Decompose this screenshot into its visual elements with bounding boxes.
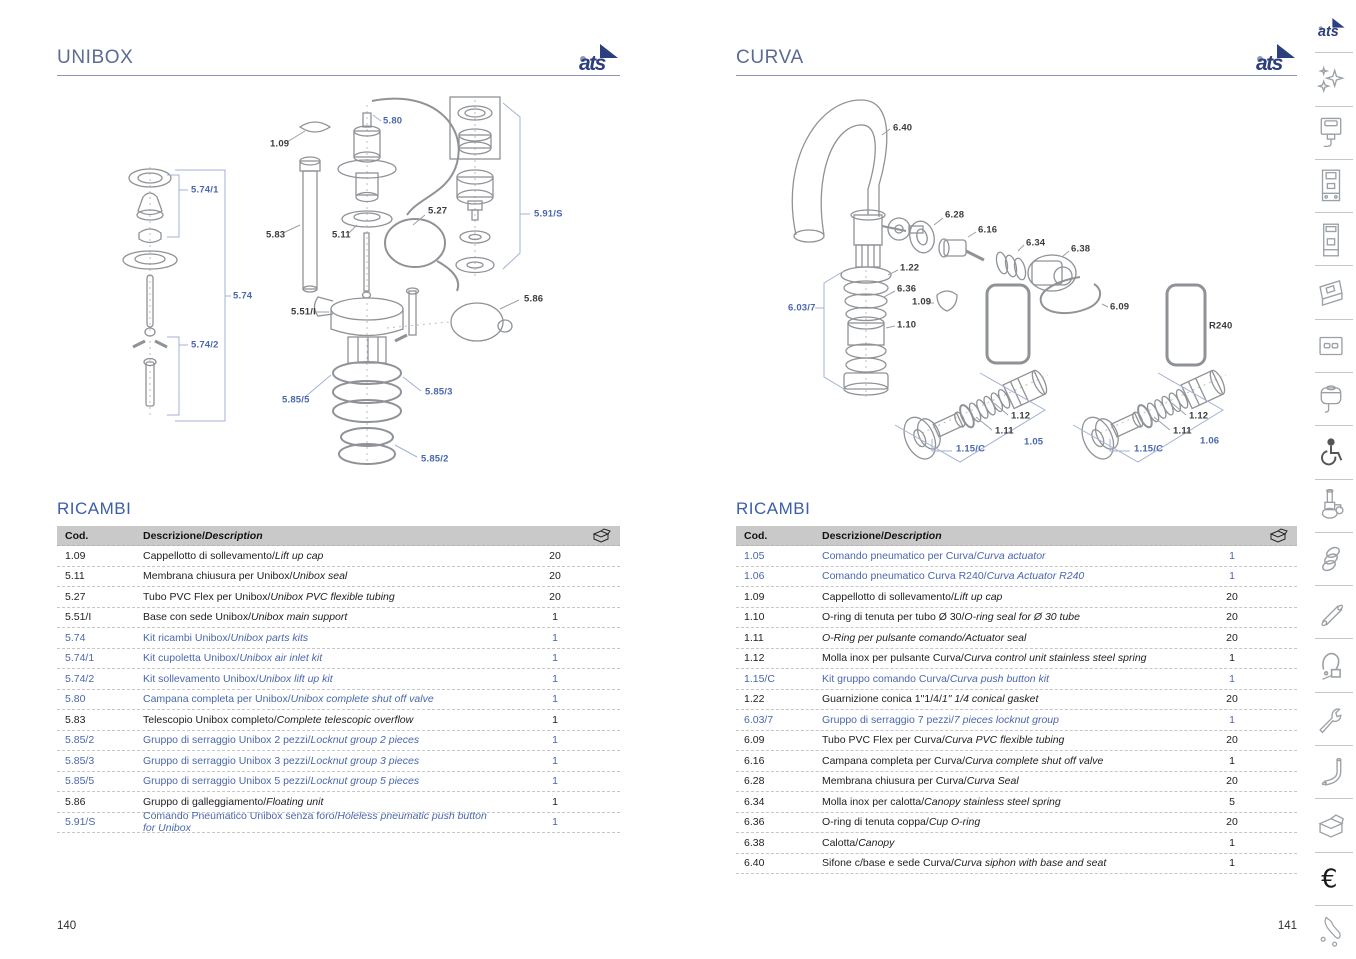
row-qty: 1 <box>1229 713 1235 726</box>
diagram-callout: 5.74 <box>233 290 253 302</box>
row-description: Comando pneumatico per Curva/Curva actuator <box>822 549 1046 562</box>
col-desc-en: Description <box>883 529 942 542</box>
sidebar-cell <box>1305 160 1356 213</box>
row-cod: 1.05 <box>744 549 765 562</box>
sidebar-cell <box>1305 799 1356 852</box>
row-cod: 6.38 <box>744 836 765 849</box>
table-row <box>57 608 620 629</box>
row-cod: 5.51/I <box>65 611 92 624</box>
row-description: Cappellotto di sollevamento/Lift up cap <box>143 549 324 562</box>
row-description: Kit gruppo comando Curva/Curva push button kit <box>822 672 1050 685</box>
diagram-callout: 5.11 <box>332 229 351 241</box>
diagram-callout: 1.11 <box>995 425 1014 437</box>
row-qty: 1 <box>1229 836 1235 849</box>
diagram-callout: 5.27 <box>428 205 448 217</box>
row-description: Kit sollevamento Unibox/Unibox lift up kit <box>143 672 333 685</box>
col-desc-en: Description <box>204 529 263 542</box>
row-cod: 1.09 <box>744 590 765 603</box>
row-qty: 1 <box>552 631 558 644</box>
row-description: Comando pneumatico Curva R240/Curva Actuator R240 <box>822 570 1085 583</box>
diagram-callout: 5.86 <box>524 293 544 305</box>
row-description: Cappellotto di sollevamento/Lift up cap <box>822 590 1003 603</box>
unibox-parts-table <box>57 526 620 833</box>
curva-siphon-icon <box>1316 649 1346 683</box>
table-row <box>736 649 1297 670</box>
sidebar-cell <box>1305 639 1356 692</box>
row-qty: 1 <box>1229 754 1235 767</box>
row-description: Sifone c/base e sede Curva/Curva siphon with base and seat <box>822 857 1107 870</box>
diagram-callout: 1.05 <box>1024 436 1044 448</box>
table-row <box>736 731 1297 752</box>
diagram-callout: 5.80 <box>383 115 403 127</box>
page-header <box>736 42 1297 76</box>
row-qty: 1 <box>1229 652 1235 665</box>
row-cod: 5.85/3 <box>65 754 95 767</box>
row-cod: 1.10 <box>744 611 765 624</box>
row-description: O-ring di tenuta coppa/Cup O-ring <box>822 816 981 829</box>
sidebar-cell <box>1305 693 1356 746</box>
row-cod: 1.06 <box>744 570 765 583</box>
curva-exploded-diagram <box>736 85 1297 490</box>
diagram-callout: 5.91/S <box>534 208 563 220</box>
italy-map-icon <box>1316 915 1346 949</box>
ricambi-heading: RICAMBI <box>736 499 811 518</box>
row-cod: 5.83 <box>65 713 86 726</box>
packaging-box-icon <box>1316 809 1346 843</box>
ceramic-cistern-icon <box>1316 383 1346 417</box>
page-title: UNIBOX <box>57 47 134 68</box>
sidebar-cell <box>1305 853 1356 906</box>
diagram-callout: 6.34 <box>1026 237 1046 249</box>
table-row <box>57 587 620 608</box>
table-row <box>57 669 620 690</box>
row-description: Membrana chiusura per Unibox/Unibox seal <box>143 570 348 583</box>
table-row <box>57 810 620 835</box>
logo-text: ats <box>1256 52 1282 73</box>
table-row <box>57 710 620 731</box>
sidebar-cell <box>1305 213 1356 266</box>
sidebar-cell <box>1305 0 1356 53</box>
row-qty: 1 <box>552 816 558 829</box>
row-description: O-Ring per pulsante comando/Actuator seal <box>822 631 1027 644</box>
row-qty: 1 <box>552 734 558 747</box>
gasket-set-icon <box>1316 542 1346 576</box>
row-qty: 1 <box>552 693 558 706</box>
row-cod: 5.27 <box>65 590 86 603</box>
row-cod: 5.85/2 <box>65 734 95 747</box>
page-curva <box>736 0 1297 959</box>
row-description: Guarnizione conica 1"1/4/1" 1/4 conical gasket <box>822 693 1039 706</box>
table-row <box>736 854 1297 875</box>
diagram-callout: 6.03/7 <box>788 302 816 314</box>
sparkle-icon <box>1316 63 1346 97</box>
row-cod: 1.22 <box>744 693 765 706</box>
row-qty: 1 <box>1229 570 1235 583</box>
row-cod: 6.09 <box>744 734 765 747</box>
row-description: Kit ricambi Unibox/Unibox parts kits <box>143 631 309 644</box>
row-description: Molla inox per calotta/Canopy stainless steel spring <box>822 795 1061 808</box>
row-cod: 5.85/5 <box>65 775 95 788</box>
diagram-callout: 5.83 <box>266 229 286 241</box>
table-row <box>736 587 1297 608</box>
table-row <box>736 669 1297 690</box>
diagram-callout: 1.09 <box>270 138 290 150</box>
packaging-box-icon <box>1267 528 1289 543</box>
row-qty: 20 <box>1226 693 1238 706</box>
table-row <box>736 546 1297 567</box>
pvc-tube-icon <box>1316 596 1346 630</box>
sidebar-cell <box>1305 266 1356 319</box>
row-cod: 6.36 <box>744 816 765 829</box>
bent-pipe-icon <box>1316 756 1346 790</box>
page-header <box>57 42 620 76</box>
diagram-callout: 1.12 <box>1189 410 1209 422</box>
col-desc-it: Descrizione/ <box>143 529 205 542</box>
packaging-box-icon <box>590 528 612 543</box>
diagram-callout: 1.06 <box>1200 435 1220 447</box>
table-row <box>736 792 1297 813</box>
table-row <box>736 772 1297 793</box>
row-description: O-ring di tenuta per tubo Ø 30/O-ring seal for Ø 30 tube <box>822 611 1080 624</box>
logo-text: ats <box>579 52 605 73</box>
diagram-callout: 5.51/I <box>291 306 316 318</box>
table-row <box>736 833 1297 854</box>
table-header <box>57 526 620 546</box>
table-header <box>736 526 1297 546</box>
row-cod: 5.74/1 <box>65 652 95 665</box>
row-qty: 20 <box>1226 775 1238 788</box>
diagram-callout: 1.11 <box>1173 425 1192 437</box>
row-description: Calotta/Canopy <box>822 836 895 849</box>
filling-valve-icon <box>1316 489 1346 523</box>
wrench-icon <box>1316 702 1346 736</box>
col-desc <box>143 530 620 542</box>
row-qty: 1 <box>552 672 558 685</box>
row-cod: 6.03/7 <box>744 713 774 726</box>
row-cod: 1.15/C <box>744 672 775 685</box>
sidebar-cell <box>1305 107 1356 160</box>
curva-diagram-art <box>736 85 1297 490</box>
row-cod: 1.11 <box>744 631 764 644</box>
row-qty: 1 <box>1229 857 1235 870</box>
diagram-callout: 5.85/5 <box>282 394 310 406</box>
row-qty: 20 <box>1226 611 1238 624</box>
row-description: Membrana chiusura per Curva/Curva Seal <box>822 775 1019 788</box>
row-description: Tubo PVC Flex per Unibox/Unibox PVC flexible tubing <box>143 590 395 603</box>
table-row <box>736 751 1297 772</box>
row-qty: 1 <box>552 754 558 767</box>
diagram-callout: 5.74/1 <box>191 184 219 196</box>
angled-cistern-icon <box>1316 276 1346 310</box>
thumb-index-sidebar <box>1305 0 1356 959</box>
table-row <box>57 628 620 649</box>
row-description: Gruppo di serraggio Unibox 5 pezzi/Locknut group 5 pieces <box>143 775 420 788</box>
row-qty: 20 <box>549 590 561 603</box>
row-qty: 5 <box>1229 795 1235 808</box>
row-description: Gruppo di serraggio 7 pezzi/7 pieces locknut group <box>822 713 1059 726</box>
row-cod: 5.91/S <box>65 816 96 829</box>
row-cod: 6.16 <box>744 754 765 767</box>
sidebar-cell <box>1305 320 1356 373</box>
flush-plate-icon <box>1316 329 1346 363</box>
row-description: Base con sede Unibox/Unibox main support <box>143 611 348 624</box>
row-cod: 6.34 <box>744 795 765 808</box>
row-cod: 5.11 <box>65 570 85 583</box>
table-row <box>57 546 620 567</box>
ats-logo <box>1253 41 1297 73</box>
row-description: Campana completa per Curva/Curva complete shut off valve <box>822 754 1104 767</box>
sidebar-cell <box>1305 53 1356 106</box>
diagram-callout: 6.38 <box>1071 243 1091 255</box>
row-qty: 1 <box>552 795 558 808</box>
row-cod: 6.28 <box>744 775 765 788</box>
diagram-callout: 1.15/C <box>956 443 986 455</box>
col-cod: Cod. <box>744 529 768 542</box>
table-row <box>736 813 1297 834</box>
row-qty: 1 <box>552 775 558 788</box>
curva-parts-table <box>736 526 1297 874</box>
page-unibox <box>57 0 620 959</box>
sidebar-cell <box>1305 906 1356 959</box>
row-cod: 5.74 <box>65 631 86 644</box>
svg-text:€: € <box>1320 864 1338 895</box>
sidebar-cell <box>1305 373 1356 426</box>
row-cod: 5.86 <box>65 795 86 808</box>
row-description: Gruppo di serraggio Unibox 3 pezzi/Locknut group 3 pieces <box>143 754 420 767</box>
inwall-cistern-frame-icon <box>1316 169 1346 203</box>
table-row <box>736 690 1297 711</box>
row-description: Campana completa per Unibox/Unibox complete shut off valve <box>143 693 434 706</box>
row-qty: 20 <box>1226 631 1238 644</box>
diagram-callout: 6.09 <box>1110 301 1130 313</box>
row-qty: 1 <box>1229 549 1235 562</box>
row-cod: 1.09 <box>65 549 86 562</box>
diagram-callout: 1.09 <box>912 296 932 308</box>
row-qty: 1 <box>1229 672 1235 685</box>
diagram-callout: 5.85/3 <box>425 386 453 398</box>
diagram-callout: R240 <box>1209 320 1233 332</box>
row-description: Telescopio Unibox completo/Complete telescopic overflow <box>143 713 414 726</box>
sidebar-cell <box>1305 746 1356 799</box>
unibox-exploded-diagram <box>57 85 620 490</box>
ricambi-heading: RICAMBI <box>57 499 132 518</box>
row-description: Comando Pneumatico Unibox senza foro/Holeless pneumatic push button for Unibox <box>143 810 487 835</box>
page-title: CURVA <box>736 47 804 68</box>
row-qty: 1 <box>552 713 558 726</box>
diagram-callout: 6.16 <box>978 224 998 236</box>
row-description: Tubo PVC Flex per Curva/Curva PVC flexible tubing <box>822 734 1065 747</box>
page-number: 140 <box>57 920 77 932</box>
diagram-callout: 1.15/C <box>1134 443 1164 455</box>
table-row <box>57 649 620 670</box>
row-cod: 5.80 <box>65 693 86 706</box>
row-cod: 1.12 <box>744 652 765 665</box>
row-qty: 20 <box>1226 590 1238 603</box>
row-qty: 20 <box>1226 816 1238 829</box>
col-cod: Cod. <box>65 529 89 542</box>
row-qty: 20 <box>549 570 561 583</box>
euro-icon <box>1316 862 1346 896</box>
accessibility-icon <box>1316 436 1346 470</box>
row-description: Kit cupoletta Unibox/Unibox air inlet kit <box>143 652 323 665</box>
table-row <box>57 731 620 752</box>
page-number: 141 <box>1277 920 1297 932</box>
ats-logo <box>1316 10 1346 44</box>
diagram-callout: 6.40 <box>893 122 913 134</box>
diagram-callout: 6.28 <box>945 209 965 221</box>
unibox-diagram-art <box>57 85 620 490</box>
diagram-callout: 1.10 <box>897 319 917 331</box>
table-row <box>736 608 1297 629</box>
table-row <box>57 751 620 772</box>
row-description: Gruppo di galleggiamento/Floating unit <box>143 795 324 808</box>
sidebar-cell <box>1305 426 1356 479</box>
row-qty: 20 <box>1226 734 1238 747</box>
col-desc <box>822 530 1297 542</box>
inwall-cistern-icon <box>1316 223 1346 257</box>
ats-logo <box>576 41 620 73</box>
row-description: Gruppo di serraggio Unibox 2 pezzi/Locknut group 2 pieces <box>143 734 420 747</box>
table-row <box>57 690 620 711</box>
row-qty: 1 <box>552 652 558 665</box>
diagram-callout: 5.85/2 <box>421 453 449 465</box>
table-row <box>57 567 620 588</box>
row-qty: 1 <box>552 611 558 624</box>
row-qty: 20 <box>549 549 561 562</box>
exposed-cistern-icon <box>1316 116 1346 150</box>
col-desc-it: Descrizione/ <box>822 529 884 542</box>
sidebar-cell <box>1305 586 1356 639</box>
row-description: Molla inox per pulsante Curva/Curva control unit stainless steel spring <box>822 652 1147 665</box>
row-cod: 5.74/2 <box>65 672 95 685</box>
table-row <box>57 772 620 793</box>
table-row <box>736 567 1297 588</box>
diagram-callout: 5.74/2 <box>191 339 219 351</box>
sidebar-cell <box>1305 533 1356 586</box>
logo-text: ats <box>1317 23 1339 40</box>
table-row <box>736 628 1297 649</box>
sidebar-cell <box>1305 480 1356 533</box>
table-row <box>736 710 1297 731</box>
diagram-callout: 1.22 <box>900 262 920 274</box>
row-cod: 6.40 <box>744 857 765 870</box>
diagram-callout: 6.36 <box>897 283 917 295</box>
diagram-callout: 1.12 <box>1011 410 1031 422</box>
